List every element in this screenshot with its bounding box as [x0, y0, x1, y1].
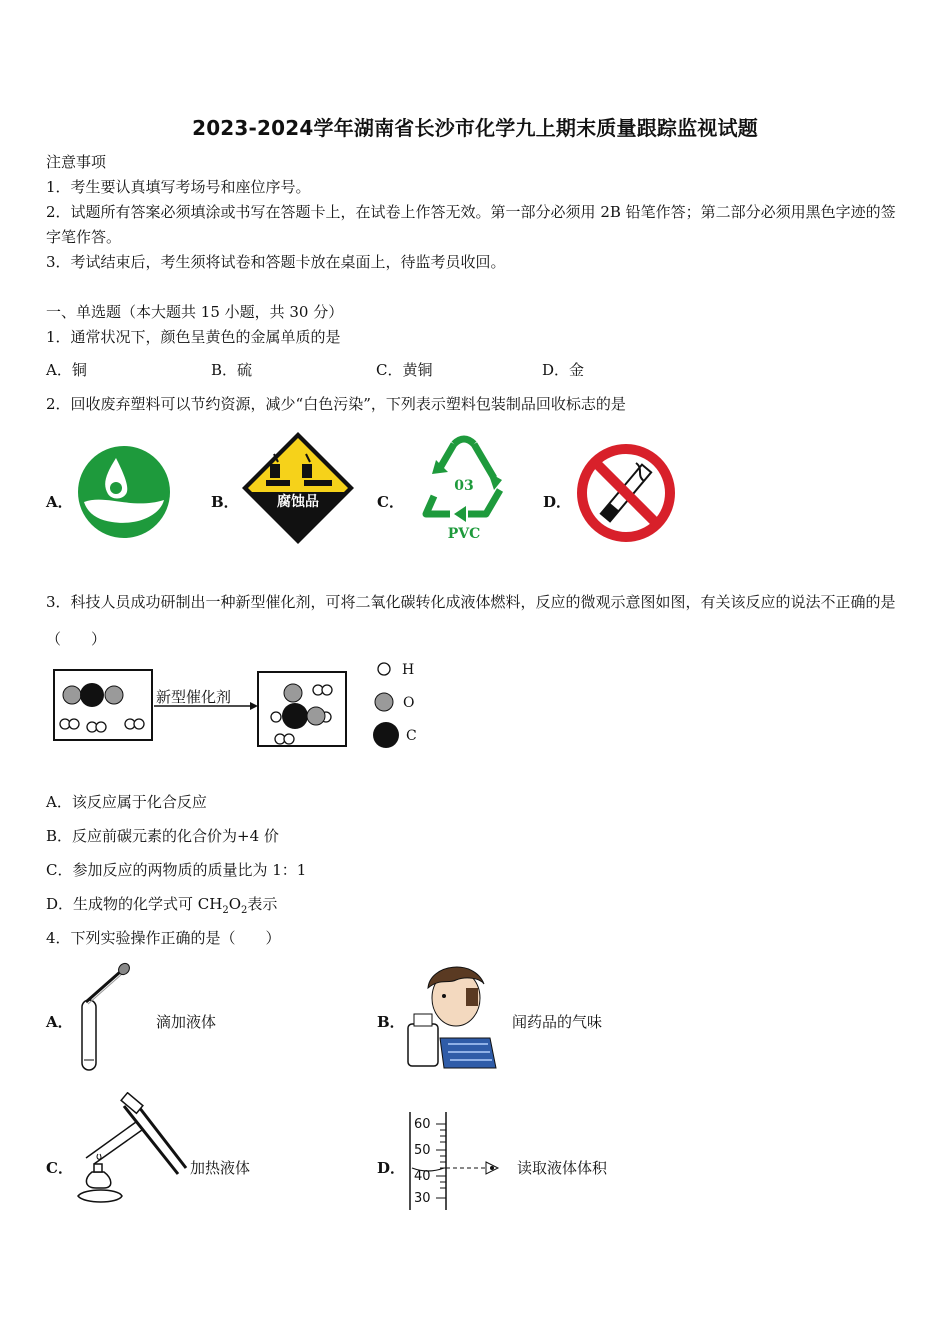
q2-label-c[interactable]: C．	[377, 493, 404, 511]
corrosive-sign-text: 腐蚀品	[277, 494, 319, 510]
notice-item-3: 3．考试结束后，考生须将试卷和答题卡放在桌面上，待监考员收回。	[46, 253, 506, 271]
q4-caption-c: 加热液体	[190, 1159, 251, 1177]
q4-caption-b: 闻药品的气味	[512, 1013, 603, 1031]
q3-option-c[interactable]: C．参加反应的两物质的质量比为 1：1	[46, 861, 307, 879]
water-saving-icon	[76, 444, 172, 540]
q3-option-d-sub1: 2	[222, 905, 229, 916]
q1-option-b[interactable]: B．硫	[211, 361, 253, 379]
atom-legend	[372, 658, 432, 754]
q3-option-a[interactable]: A．该反应属于化合反应	[46, 793, 207, 811]
dropper-tube-icon	[76, 960, 136, 1076]
smell-chemical-icon	[404, 958, 498, 1070]
cylinder-tick-30: 30	[414, 1191, 431, 1206]
recycle-pvc-text: PVC	[447, 526, 481, 542]
q2-label-b[interactable]: B．	[211, 493, 239, 511]
legend-h: H	[402, 662, 415, 678]
q1-option-d[interactable]: D．金	[542, 361, 585, 379]
q3-option-d-mid: O	[228, 895, 242, 913]
graduated-cylinder-icon	[406, 1110, 506, 1214]
q3-option-d[interactable]	[46, 894, 277, 921]
q4-label-c[interactable]: C．	[46, 1159, 73, 1177]
cylinder-tick-50: 50	[414, 1143, 431, 1158]
q3-option-b[interactable]: B．反应前碳元素的化合价为+4 价	[46, 827, 279, 845]
q4-label-a[interactable]: A．	[46, 1013, 73, 1031]
q1-option-c[interactable]: C．黄铜	[376, 361, 433, 379]
q4-stem: 4．下列实验操作正确的是（ ）	[46, 929, 281, 947]
q1-option-a[interactable]: A．铜	[46, 361, 87, 379]
recycle-number: 03	[454, 478, 474, 494]
q2-label-a[interactable]: A．	[46, 493, 73, 511]
notice-heading: 注意事项	[46, 153, 107, 171]
q4-label-d[interactable]: D．	[377, 1159, 406, 1177]
corrosive-sign-icon	[240, 430, 356, 546]
notice-item-2: 2．试题所有答案必须填涂或书写在答题卡上，在试卷上作答无效。第一部分必须用 2B 铅笔作答；第二部分必须用黑色字迹的签字笔作答。	[46, 203, 896, 246]
q4-caption-a: 滴加液体	[156, 1013, 217, 1031]
q2-stem: 2．回收废弃塑料可以节约资源，减少“白色污染”，下列表示塑料包装制品回收标志的是	[46, 395, 626, 413]
cylinder-tick-40: 40	[414, 1169, 431, 1184]
q4-caption-d: 读取液体体积	[517, 1159, 608, 1177]
page-title: 2023-2024学年湖南省长沙市化学九上期末质量跟踪监视试题	[192, 116, 758, 140]
q4-label-b[interactable]: B．	[377, 1013, 405, 1031]
legend-c: C	[406, 728, 417, 744]
no-smoking-icon	[574, 441, 678, 545]
eye-icon	[490, 1166, 494, 1170]
cylinder-tick-60: 60	[414, 1117, 431, 1132]
q3-option-d-suffix: 表示	[247, 895, 278, 913]
recycle-pvc-icon	[410, 430, 518, 546]
legend-o: O	[403, 695, 415, 711]
q3-stem: 3．科技人员成功研制出一种新型催化剂，可将二氧化碳转化成液体燃料，反应的微观示意图如图，有关该反应的说法不正确的是（ ）	[46, 593, 896, 648]
q3-option-d-prefix: D．生成物的化学式可 CH	[46, 895, 223, 913]
catalyst-label: 新型催化剂	[156, 688, 232, 706]
section-heading: 一、单选题（本大题共 15 小题，共 30 分）	[46, 303, 344, 321]
heating-liquid-icon	[74, 1092, 190, 1210]
q1-stem: 1．通常状况下，颜色呈黄色的金属单质的是	[46, 328, 341, 346]
q2-label-d[interactable]: D．	[543, 493, 572, 511]
q3-option-d-sub2: 2	[241, 905, 248, 916]
notice-item-1: 1．考生要认真填写考场号和座位序号。	[46, 178, 311, 196]
